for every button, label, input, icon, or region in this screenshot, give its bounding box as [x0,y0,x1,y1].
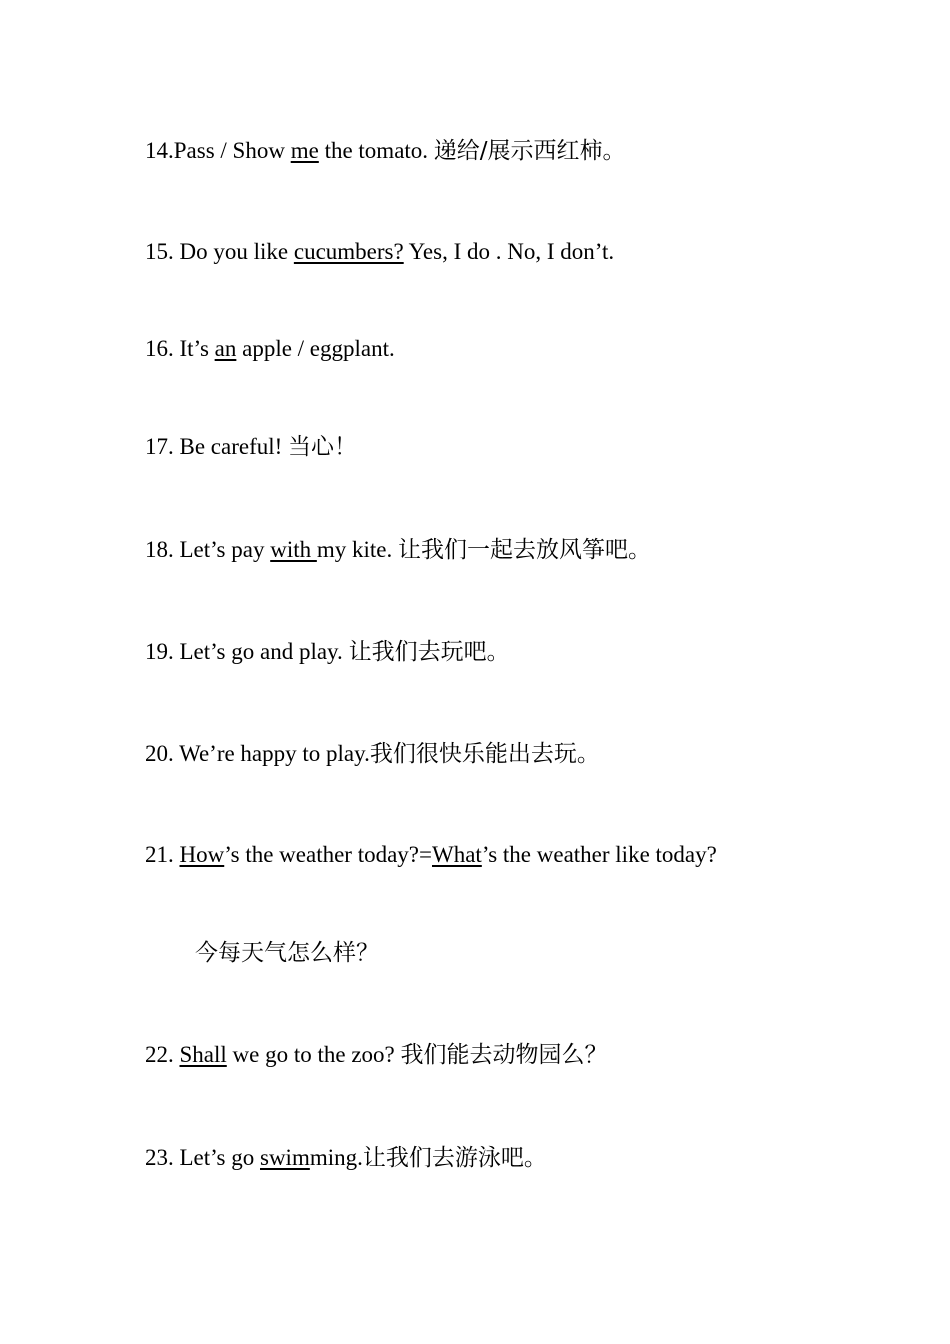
underlined-word: cucumbers? [293,239,404,264]
english-text: ’s the weather like today? [481,842,717,867]
underlined-word: with [270,537,317,562]
underlined-word: Shall [179,1042,227,1067]
sentence-23 [145,1143,547,1173]
english-text: we go to the zoo? [226,1042,401,1067]
sentence-18 [145,535,651,565]
sentence-14 [145,136,626,166]
sentence-22 [145,1040,608,1070]
english-text: ming. [309,1145,363,1170]
english-text: 19. Let’s go and play. [145,639,349,664]
sentence-15 [145,237,614,267]
english-text: ’s the weather today?= [224,842,432,867]
sentence-16 [145,334,395,364]
english-text: 23. Let’s go [145,1145,260,1170]
english-text: 15. Do you like [145,239,294,264]
chinese-translation: 让我们一起去放风筝吧。 [397,537,651,563]
sentence-19 [145,637,510,667]
chinese-translation: 我们很快乐能出去玩。 [369,741,600,767]
english-text: 21. [145,842,180,867]
sentence-21-translation [195,938,379,968]
english-text: 16. It’s [145,336,215,361]
english-text: the tomato. [318,138,434,163]
chinese-translation: 当心！ [288,434,358,460]
underlined-word: an [214,336,237,361]
underlined-word: What [432,842,482,867]
english-text: Yes, I do . No, I don’t. [403,239,615,264]
english-text: 17. Be careful! [145,434,289,459]
english-text: 22. [145,1042,180,1067]
underlined-word: How [179,842,225,867]
underlined-word: swim [260,1145,310,1170]
chinese-translation: 递给/展示西红柿。 [433,138,626,164]
chinese-translation: 让我们去游泳吧。 [362,1145,547,1171]
chinese-translation: 我们能去动物园么？ [400,1042,608,1068]
sentence-20 [145,739,600,769]
chinese-translation: 今每天气怎么样？ [195,940,379,966]
sentence-21 [145,840,717,870]
english-text: apple / eggplant. [236,336,395,361]
underlined-word: me [290,138,319,163]
english-text: my kite. [316,537,398,562]
english-text: 18. Let’s pay [145,537,271,562]
chinese-translation: 让我们去玩吧。 [348,639,510,665]
sentence-17 [145,432,357,462]
english-text: 20. We’re happy to play. [145,741,370,766]
english-text: 14.Pass / Show [145,138,291,163]
